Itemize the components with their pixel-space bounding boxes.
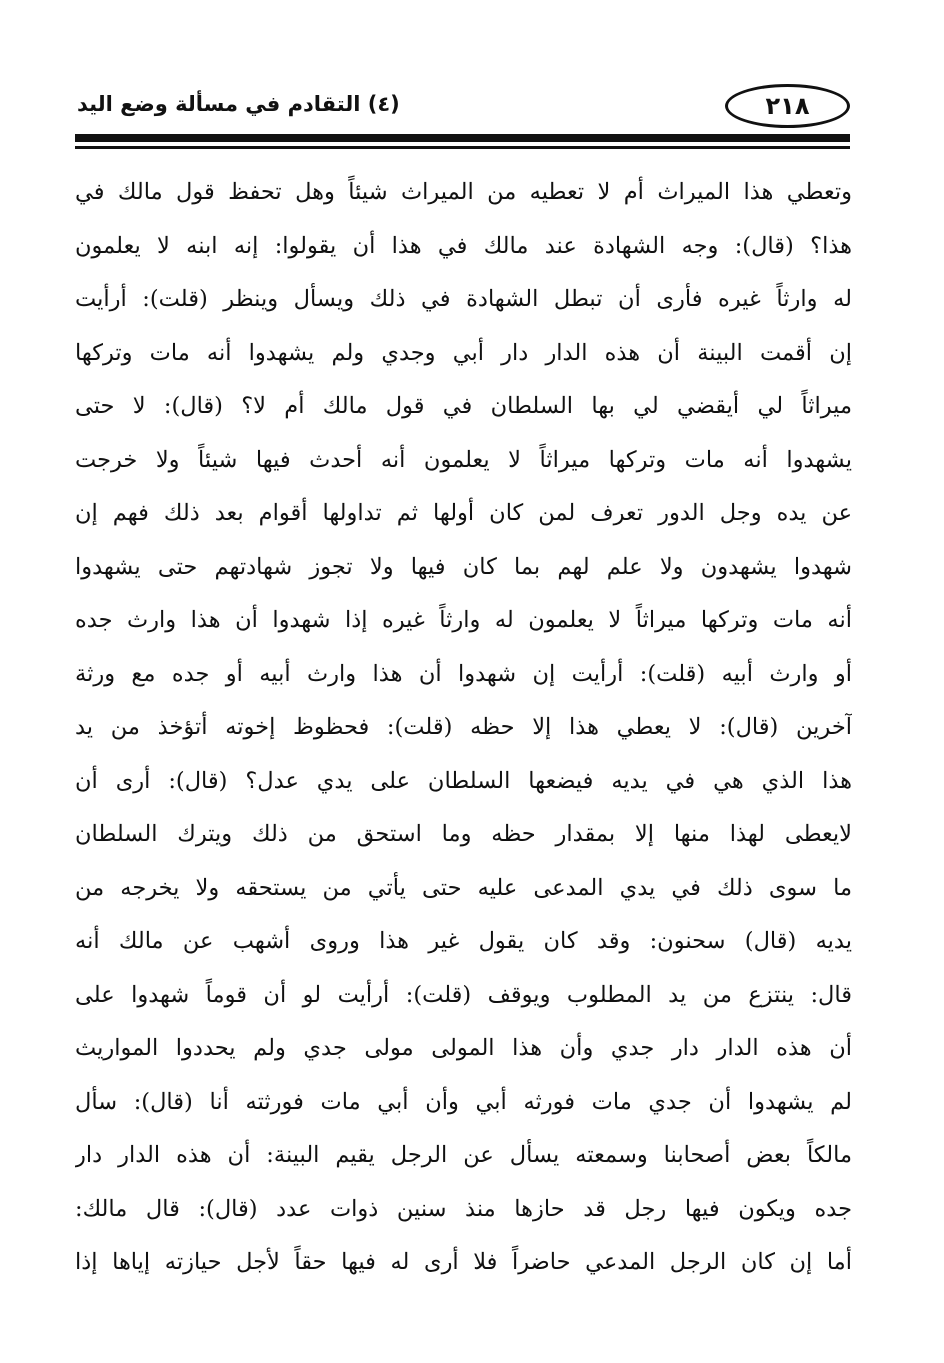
text-line: أما إن كان الرجل المدعي حاضراً فلا أرى له فيها حقاً لأجل حيازته إياها إذا xyxy=(75,1249,852,1275)
text-line: لم يشهدوا أن جدي مات فورثه أبي وأن أبي مات فورثته أنا (قال): سأل xyxy=(75,1088,852,1115)
body-text xyxy=(75,166,852,1290)
header-rule-thick xyxy=(75,134,850,142)
text-line: هذا؟ (قال): وجه الشهادة عند مالك في هذا أن يقولوا: إنه ابنه لا يعلمون xyxy=(75,232,852,259)
text-line: آخرين (قال): لا يعطي هذا إلا حظه (قلت): فحظوظ إخوته أتؤخذ من يد xyxy=(75,714,852,740)
text-line: يشهدوا أنه مات وتركها ميراثاً لا يعلمون أنه أحدث فيها شيئاً ولا خرجت xyxy=(75,446,852,473)
text-line: أنه مات وتركها ميراثاً لا يعلمون له وارثاً غيره إذا شهدوا أن هذا وارث جده xyxy=(75,607,852,633)
text-line: يديه (قال) سحنون: وقد كان يقول غير هذا وروى أشهب عن مالك أنه xyxy=(75,928,852,954)
text-line: ما سوى ذلك في يدي المدعى عليه حتى يأتي من يستحقه ولا يخرجه من xyxy=(75,874,852,901)
page-number: ٢١٨ xyxy=(725,84,850,128)
text-line: أن هذه الدار دار جدي وأن هذا المولى مولى جدي ولم يحددوا المواريث xyxy=(75,1035,852,1061)
text-line: ميراثاً لي أيقضي لي بها السلطان في قول مالك أم لا؟ (قال): لا حتى xyxy=(75,393,852,419)
text-line: لايعطى لهذا منها إلا بمقدار حظه وما استحق من ذلك ويترك السلطان xyxy=(75,821,852,847)
text-line: أو وارث أبيه (قلت): أرأيت إن شهدوا أن هذا وارث أبيه أو جده مع ورثة xyxy=(75,660,852,687)
text-line: له وارثاً غيره فأرى أن تبطل الشهادة في ذلك ويسأل وينظر (قلت): أرأيت xyxy=(75,286,852,312)
header-rule-thin xyxy=(75,146,850,149)
text-line: وتعطي هذا الميراث أم لا تعطيه من الميراث شيئاً وهل تحفظ قول مالك في xyxy=(75,179,852,205)
text-line: هذا الذي هي في يديه فيضعها السلطان على يدي عدل؟ (قال): أرى أن xyxy=(75,767,852,794)
running-title: (٤) التقادم في مسألة وضع اليد xyxy=(77,92,400,116)
text-line: إن أقمت البينة أن هذه الدار دار أبي وجدي ولم يشهدوا أنه مات وتركها xyxy=(75,339,852,366)
text-line: شهدوا يشهدون ولا علم لهم بما كان فيها ولا تجوز شهادتهم حتى يشهدوا xyxy=(75,553,852,580)
text-line: مالكاً بعض أصحابنا وسمعته يسأل عن الرجل يقيم البينة: أن هذه الدار دار xyxy=(75,1142,852,1168)
text-line: قال: ينتزع من يد المطلوب ويوقف (قلت): أرأيت لو أن قوماً شهدوا على xyxy=(75,981,852,1008)
text-line: عن يده وجل الدور تعرف لمن كان أولها ثم تداولها أقوام بعد ذلك فهم إن xyxy=(75,500,852,526)
page-header xyxy=(75,84,850,132)
text-line: جده ويكون فيها رجل قد حازها منذ سنين ذوات عدد (قال): قال مالك: xyxy=(75,1195,852,1222)
